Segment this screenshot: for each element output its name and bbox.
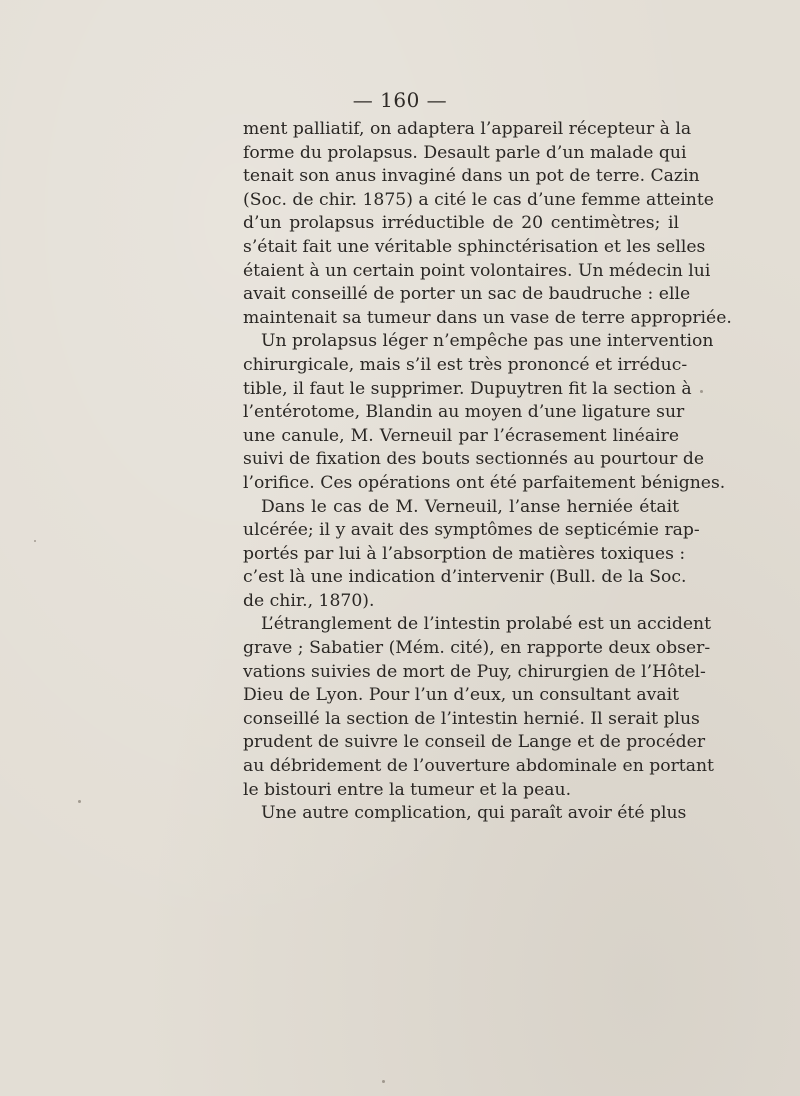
text-line: Une autre complication, qui paraît avoir été plus — [261, 803, 687, 824]
text-line: vations suivies de mort de Puy, chirurgien de l’Hôtel- — [243, 661, 706, 682]
text-line: une canule, M. Verneuil par l’écrasement linéaire — [243, 425, 679, 446]
text-line: Un prolapsus léger n’empêche pas une intervention — [261, 331, 714, 352]
text-line: s’était fait une véritable sphinctérisation et les selles — [243, 236, 706, 257]
text-line: Dieu de Lyon. Pour l’un d’eux, un consultant avait — [243, 685, 679, 706]
text-line: (Soc. de chir. 1875) a cité le cas d’une femme atteinte — [243, 189, 714, 210]
page-number: — 160 — — [352, 88, 448, 112]
paragraph-4 — [243, 613, 714, 802]
text-line: étaient à un certain point volontaires. Un médecin lui — [243, 260, 711, 281]
text-line: tenait son anus invaginé dans un pot de terre. Cazin — [243, 166, 700, 187]
text-line: l’entérotome, Blandin au moyen d’une ligature sur — [243, 402, 685, 423]
text-line: Dans le cas de M. Verneuil, l’anse herniée était — [261, 496, 679, 517]
text-line: prudent de suivre le conseil de Lange et de procéder — [243, 732, 706, 753]
text-line: avait conseillé de porter un sac de baudruche : elle — [243, 284, 691, 305]
text-line: grave ; Sabatier (Mém. cité), en rapporte deux obser- — [243, 638, 711, 659]
text-line: chirurgicale, mais s’il est très prononcé et irréduc- — [243, 354, 688, 375]
text-line: suivi de fixation des bouts sectionnés au pourtour de — [243, 449, 705, 470]
text-line: conseillé la section de l’intestin hernié. Il serait plus — [243, 708, 700, 729]
text-line: L’étranglement de l’intestin prolabé est un accident — [261, 614, 712, 635]
text-line: maintenait sa tumeur dans un vase de terre appropriée. — [243, 307, 732, 328]
paper-speck — [700, 390, 703, 393]
text-line: forme du prolapsus. Desault parle d’un malade qui — [243, 142, 687, 163]
text-line: de chir., 1870). — [243, 590, 375, 611]
body-text — [243, 118, 732, 826]
text-line: au débridement de l’ouverture abdominale en portant — [243, 756, 714, 777]
text-line: l’orifice. Ces opérations ont été parfaitement bénignes. — [243, 472, 726, 493]
paper-speck — [382, 1080, 385, 1083]
paper-speck — [34, 540, 36, 542]
text-line: ulcérée; il y avait des symptômes de septicémie rap- — [243, 520, 700, 541]
text-line: ment palliatif, on adaptera l’appareil récepteur à la — [243, 119, 692, 139]
paragraph-2 — [243, 330, 726, 495]
paper-speck — [78, 800, 81, 803]
text-line: tible, il faut le supprimer. Dupuytren fit la section à — [243, 378, 692, 399]
paragraph-5 — [243, 802, 687, 826]
text-line: le bistouri entre la tumeur et la peau. — [243, 779, 572, 800]
text-line: portés par lui à l’absorption de matières toxiques : — [243, 543, 686, 564]
paragraph-3 — [243, 496, 700, 614]
text-line: c’est là une indication d’intervenir (Bull. de la Soc. — [243, 567, 687, 588]
paragraph-1 — [243, 118, 732, 330]
text-line: d’un prolapsus irréductible de 20 centimètres; il — [243, 213, 679, 234]
